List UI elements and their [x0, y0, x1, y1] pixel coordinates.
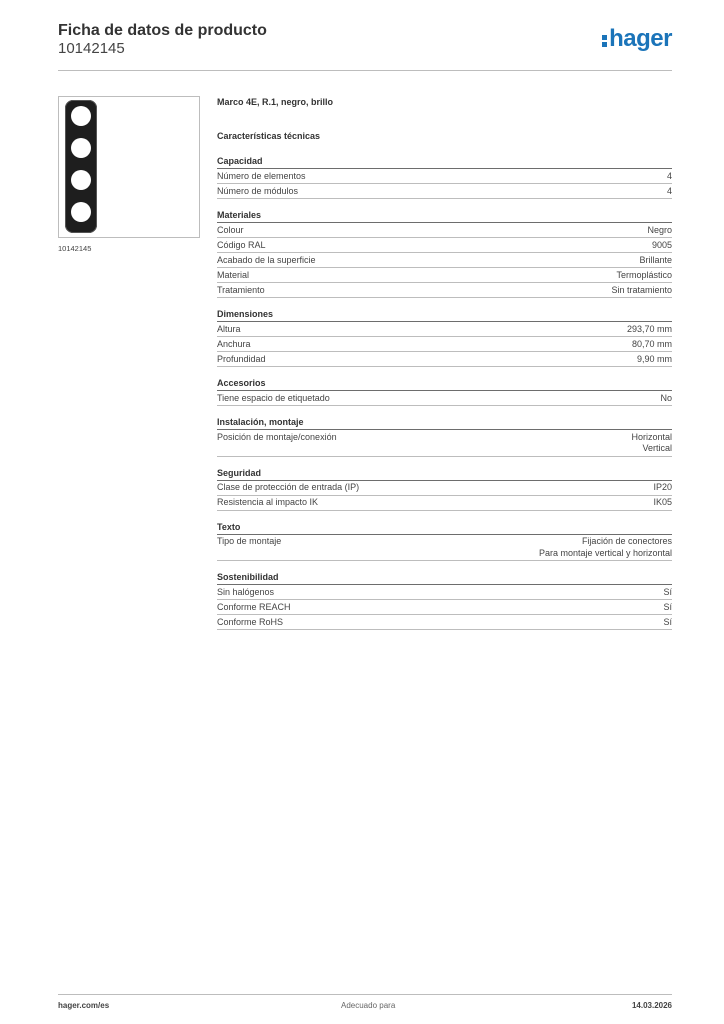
- page-header: [58, 20, 672, 71]
- spec-values: [663, 602, 672, 614]
- spec-value: IP20: [653, 482, 672, 492]
- frame-opening: [71, 170, 91, 190]
- spec-label: Tratamiento: [217, 284, 265, 295]
- logo-text: hager: [609, 25, 672, 52]
- spec-label: Conforme REACH: [217, 601, 291, 612]
- spec-value: No: [660, 392, 672, 403]
- spec-row: [217, 535, 672, 562]
- spec-section: [217, 377, 672, 406]
- spec-value: 293,70 mm: [626, 323, 672, 334]
- spec-values: [616, 270, 672, 282]
- spec-value: Sí: [663, 601, 672, 612]
- footer-center-text: Adecuado para: [341, 1001, 396, 1010]
- spec-values: [639, 255, 672, 267]
- spec-row: [217, 481, 672, 496]
- spec-values: [627, 324, 672, 336]
- spec-row: [217, 253, 672, 268]
- product-name: Marco 4E, R.1, negro, brillo: [217, 97, 334, 107]
- frame-opening: [71, 202, 91, 222]
- document-title: Ficha de datos de producto: [58, 22, 267, 39]
- spec-value: Horizontal: [631, 431, 672, 442]
- section-title: Materiales: [217, 209, 672, 223]
- section-title: Instalación, montaje: [217, 416, 672, 430]
- spec-row: [217, 337, 672, 352]
- technical-heading: Características técnicas: [217, 131, 321, 141]
- spec-row: [217, 322, 672, 337]
- spec-row: [217, 169, 672, 184]
- spec-label: Tiene espacio de etiquetado: [217, 392, 330, 403]
- spec-label: Número de módulos: [217, 185, 299, 196]
- spec-row: [217, 352, 672, 367]
- spec-label: Resistencia al impacto IK: [217, 497, 319, 507]
- spec-label: Número de elementos: [217, 170, 306, 181]
- spec-section: [217, 308, 672, 367]
- spec-values: [667, 171, 672, 183]
- spec-label: Conforme RoHS: [217, 616, 284, 627]
- spec-values: [637, 354, 672, 366]
- spec-value: 80,70 mm: [631, 338, 672, 349]
- spec-section: [217, 571, 672, 630]
- spec-value: Termoplástico: [616, 269, 672, 280]
- image-caption: 10142145: [58, 244, 92, 253]
- spec-value: IK05: [653, 497, 672, 507]
- spec-section: [217, 521, 672, 562]
- footer-website: hager.com/es: [58, 1001, 110, 1010]
- spec-label: Material: [217, 269, 250, 280]
- spec-value: 4: [666, 170, 672, 181]
- spec-label: Sin halógenos: [217, 586, 275, 597]
- section-title: Capacidad: [217, 155, 672, 169]
- spec-value: Sí: [663, 616, 672, 627]
- spec-row: [217, 268, 672, 283]
- spec-label: Acabado de la superficie: [217, 254, 316, 265]
- spec-values: [539, 536, 672, 559]
- section-title: Texto: [217, 521, 672, 535]
- spec-section: [217, 209, 672, 298]
- spec-values: [653, 482, 672, 494]
- spec-values: [667, 186, 672, 198]
- black-frame-icon: [65, 100, 97, 233]
- spec-label: Anchura: [217, 338, 251, 349]
- spec-row: [217, 585, 672, 600]
- spec-values: [647, 225, 672, 237]
- spec-values: [663, 617, 672, 629]
- spec-row: [217, 184, 672, 199]
- spec-values: [652, 240, 672, 252]
- spec-values: [653, 497, 672, 509]
- section-title: Accesorios: [217, 377, 672, 391]
- section-title: Seguridad: [217, 467, 672, 481]
- page-footer: [58, 994, 672, 1015]
- spec-value: Negro: [647, 224, 672, 235]
- spec-value: Sin tratamiento: [611, 284, 672, 295]
- spec-label: Código RAL: [217, 239, 266, 250]
- spec-row: [217, 430, 672, 457]
- spec-value: 9,90 mm: [636, 353, 672, 364]
- spec-row: [217, 615, 672, 630]
- spec-value: Sí: [663, 586, 672, 597]
- spec-section: [217, 467, 672, 511]
- product-number: 10142145: [58, 40, 125, 57]
- spec-row: [217, 223, 672, 238]
- spec-value: Vertical: [642, 443, 672, 453]
- logo-dots-icon: [602, 31, 607, 47]
- spec-values: [660, 393, 672, 405]
- frame-opening: [71, 106, 91, 126]
- spec-value: Para montaje vertical y horizontal: [538, 547, 672, 558]
- spec-label: Clase de protección de entrada (IP): [217, 482, 360, 492]
- section-title: Dimensiones: [217, 308, 672, 322]
- footer-date: 14.03.2026: [631, 1001, 672, 1010]
- spec-row: [217, 283, 672, 298]
- spec-values: [632, 339, 672, 351]
- frame-opening: [71, 138, 91, 158]
- specifications: [217, 96, 672, 640]
- product-image: [58, 96, 200, 238]
- spec-value: Brillante: [639, 254, 672, 265]
- section-title: Sostenibilidad: [217, 571, 672, 585]
- spec-values: [611, 285, 672, 297]
- spec-section: [217, 416, 672, 457]
- spec-sections: [217, 155, 672, 630]
- hager-logo: [602, 27, 672, 51]
- spec-value: 4: [666, 185, 672, 196]
- spec-section: [217, 155, 672, 199]
- spec-label: Altura: [217, 323, 241, 334]
- spec-label: Profundidad: [217, 353, 266, 364]
- spec-label: Tipo de montaje: [217, 536, 282, 546]
- spec-row: [217, 496, 672, 511]
- spec-label: Posición de montaje/conexión: [217, 431, 337, 442]
- spec-values: [631, 432, 672, 455]
- spec-value: 9005: [651, 239, 672, 250]
- spec-row: [217, 600, 672, 615]
- spec-values: [663, 587, 672, 599]
- spec-value: Fijación de conectores: [581, 536, 672, 546]
- spec-row: [217, 238, 672, 253]
- spec-row: [217, 391, 672, 406]
- spec-label: Colour: [217, 224, 244, 235]
